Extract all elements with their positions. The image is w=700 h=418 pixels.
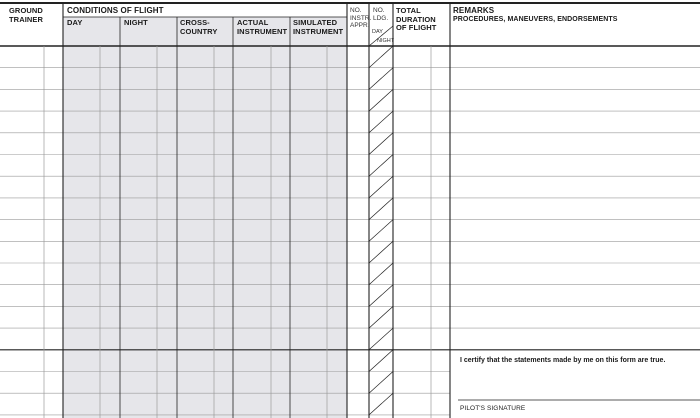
no-ldg-header: NO. LDG. [373,7,389,22]
landings-row-diagonal [369,350,393,372]
landings-row-diagonal [369,155,393,177]
landings-row-diagonal [369,46,393,68]
landings-row-diagonal [369,372,393,394]
landings-row-diagonal [369,220,393,242]
cross-country-header: CROSS- COUNTRY [180,18,218,36]
remarks-subtitle: PROCEDURES, MANEUVERS, ENDORSEMENTS [453,16,618,23]
actual-instrument-header: ACTUAL INSTRUMENT [237,18,288,36]
landings-row-diagonal [369,176,393,198]
shaded-column [120,46,177,418]
pilot-signature-label: PILOT'S SIGNATURE [460,405,526,412]
landings-row-diagonal [369,241,393,263]
certification-statement: I certify that the statements made by me on this form are true. [460,357,666,364]
ldg-night-label: NIGHT [377,38,395,44]
landings-row-diagonal [369,133,393,155]
landings-row-diagonal [369,285,393,307]
landings-row-diagonal [369,89,393,111]
shaded-column [290,46,347,418]
shaded-column [233,46,290,418]
total-duration-header: TOTAL DURATION OF FLIGHT [396,6,437,32]
ground-trainer-header: GROUND TRAINER [9,6,44,24]
landings-row-diagonal [369,198,393,220]
landings-row-diagonal [369,68,393,90]
landings-row-diagonal [369,111,393,133]
simulated-instrument-header: SIMULATED INSTRUMENT [293,18,344,36]
ldg-day-label: DAY [372,29,383,35]
landings-row-diagonal [369,393,393,415]
landings-row-diagonal [369,263,393,285]
remarks-header: REMARKS [453,6,495,15]
shaded-column [177,46,233,418]
night-header: NIGHT [124,18,148,27]
landings-row-diagonal [369,306,393,328]
no-instr-appr-header: NO. INSTR. APPR. [350,7,372,29]
day-header: DAY [67,18,83,27]
landings-row-diagonal [369,328,393,350]
conditions-of-flight-header: CONDITIONS OF FLIGHT [67,6,164,15]
shaded-column [63,46,120,418]
